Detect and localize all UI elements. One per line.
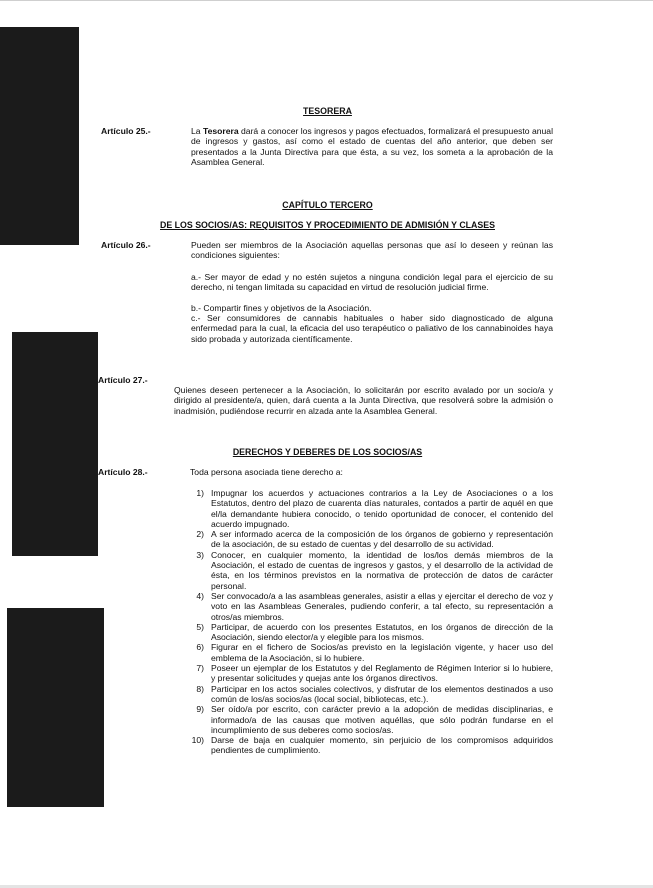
- rights-list: [182, 488, 553, 756]
- list-item: [182, 529, 553, 550]
- list-item-number: 7): [196, 663, 204, 674]
- list-item-text: Ser oído/a por escrito, con carácter previo a la adopción de medidas disciplinarias, e informado/a de las causas que motiven aquéllas, que sólo podrán fundarse en el incumplimiento de sus deberes como socios/as.: [211, 704, 553, 735]
- article-26-intro: Pueden ser miembros de la Asociación aquellas personas que así lo deseen y reúnan las condiciones siguientes:: [191, 240, 553, 261]
- chapter-subtitle: DE LOS SOCIOS/AS: REQUISITOS Y PROCEDIMIENTO DE ADMISIÓN Y CLASES: [160, 220, 495, 230]
- article-25-bold: Tesorera: [202, 126, 239, 136]
- list-item-number: 3): [196, 549, 204, 560]
- list-item: [182, 642, 553, 663]
- list-item-text: A ser informado acerca de la composición de los órganos de gobierno y representación de la asociación, de su estado de cuentas y del desarrollo de su actividad.: [211, 529, 553, 550]
- list-item-number: 4): [196, 590, 204, 601]
- list-item-text: Participar, de acuerdo con los presentes Estatutos, en los órganos de dirección de la Asociación, siendo elector/a y elegible para los mismos.: [211, 621, 553, 643]
- redaction-block-middle: [12, 332, 98, 556]
- article-28-intro: Toda persona asociada tiene derecho a:: [190, 467, 343, 477]
- list-item-text: Participar en los actos sociales colectivos, y disfrutar de los elementos destinados a uso común de los/as socios/as (local social, bibliotecas, etc.).: [211, 683, 553, 704]
- list-item-number: 10): [191, 735, 204, 746]
- article-26-item-c: c.- Ser consumidores de cannabis habituales o haber sido diagnosticado de alguna enfermedad para la cual, la eficacia del uso terapéutico o paliativo de los cannabinoides haya sido probada y autorizada científicamente.: [191, 313, 553, 344]
- article-25-intro: La: [191, 126, 203, 136]
- list-item: [182, 704, 553, 735]
- list-item-number: 1): [196, 488, 204, 498]
- article-26-item-a: a.- Ser mayor de edad y no estén sujetos a ninguna condición legal para el ejercicio de su derecho, ni tengan limitada su capacidad en virtud de resolución judicial firme.: [191, 272, 553, 293]
- article-25-label: Artículo 25.-: [101, 126, 151, 136]
- article-25-text: [191, 126, 553, 167]
- list-item-number: 9): [196, 704, 204, 715]
- list-item: [182, 622, 553, 643]
- list-item-text: Poseer un ejemplar de los Estatutos y del Reglamento de Régimen Interior si lo hubiere, y presentar solicitudes y quejas ante los órganos directivos.: [211, 663, 553, 684]
- article-26-label: Artículo 26.-: [101, 240, 151, 250]
- page-top-border: [0, 0, 653, 1]
- article-26-item-b: b.- Compartir fines y objetivos de la Asociación.: [191, 303, 372, 313]
- article-27-label: Artículo 27.-: [98, 375, 148, 385]
- list-item-number: 8): [196, 683, 204, 694]
- heading-tesorera: TESORERA: [303, 106, 352, 116]
- redaction-block-top: [0, 27, 79, 245]
- chapter-title: CAPÍTULO TERCERO: [282, 200, 373, 210]
- list-item: [182, 735, 553, 756]
- list-item: [182, 488, 553, 529]
- article-27-text: Quienes deseen pertenecer a la Asociación, lo solicitarán por escrito avalado por un socio/a y dirigido al presidente/a, quien, dará cuenta a la Junta Directiva, que resolverá sobre la admisión o inadmisión, pudiéndose recurrir en alzada ante la Asamblea General.: [174, 385, 553, 416]
- list-item-text: Ser convocado/a a las asambleas generales, asistir a ellas y ejercitar el derecho de voz y voto en las Asambleas Generales, pudiendo conferir, a tal efecto, su representación a otros/as miembros.: [211, 590, 553, 622]
- list-item-number: 6): [196, 642, 204, 653]
- list-item-number: 5): [196, 621, 204, 632]
- list-item-text: Figurar en el fichero de Socios/as previsto en la legislación vigente, y hacer uso del emblema de la Asociación, si lo hubiere.: [211, 642, 553, 663]
- list-item: [182, 591, 553, 622]
- list-item-text: Darse de baja en cualquier momento, sin perjuicio de los compromisos adquiridos pendientes de cumplimiento.: [211, 735, 553, 756]
- article-28-label: Artículo 28.-: [98, 467, 148, 477]
- redaction-block-bottom: [7, 608, 104, 807]
- list-item-text: Impugnar los acuerdos y actuaciones contrarios a la Ley de Asociaciones o a los Estatutos, dentro del plazo de cuarenta días naturales, contados a partir de aquél en que el/la demandante hubiera conocido, o tenido oportunidad de conocer, el contenido del acuerdo impugnado.: [211, 488, 553, 529]
- list-item: [182, 550, 553, 591]
- list-item-number: 2): [196, 529, 204, 540]
- list-item-text: Conocer, en cualquier momento, la identidad de los/los demás miembros de la Asociación, el estado de cuentas de ingresos y gastos, y el desarrollo de la actividad de ésta, en los términos previstos en la normativa de protección de datos de carácter personal.: [211, 549, 553, 591]
- list-item: [182, 663, 553, 684]
- heading-rights: DERECHOS Y DEBERES DE LOS SOCIOS/AS: [232, 447, 423, 457]
- article-25-body: dará a conocer los ingresos y pagos efectuados, formalizará el presupuesto anual de ingresos y gastos, así como el estado de cuentas del año anterior, que deben ser presentados a la Junta Directiva para que ésta, a su vez, los someta a la aprobación de la Asamblea General.: [191, 126, 553, 167]
- list-item: [182, 684, 553, 705]
